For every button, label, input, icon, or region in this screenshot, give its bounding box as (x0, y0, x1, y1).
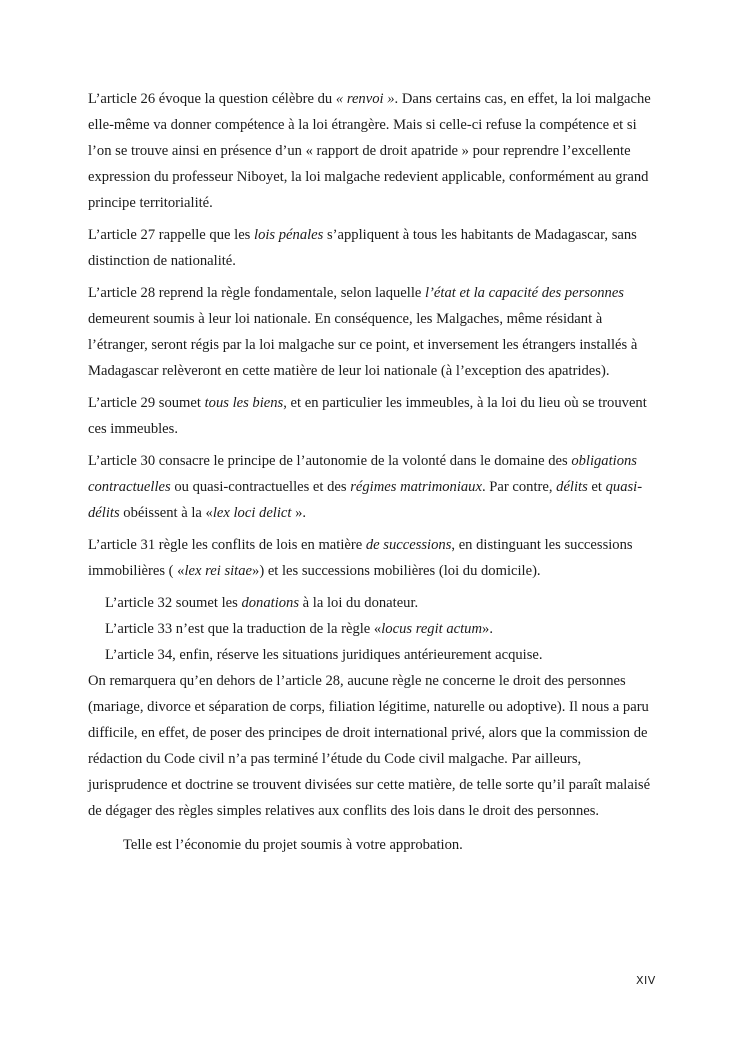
italic-term: obligations contractuelles (88, 453, 637, 495)
italic-term: « renvoi » (335, 91, 395, 107)
text-run: L’article 33 n’est que la traduction de la règle « (105, 621, 382, 637)
text-run: L’article 31 règle les conflits de lois en matière (88, 537, 366, 553)
text-run: L’article 32 soumet les (105, 595, 242, 611)
italic-term: donations (241, 595, 300, 611)
italic-term: de successions (365, 537, 452, 553)
text-run: demeurent soumis à leur loi nationale. En conséquence, les Malgaches, même résidant à l’étranger, seront régis par la loi malgache sur ce point, et inversement les étrangers installés à Madagascar relèveront en cette matière de leur loi nationale (à l’exception des apatrides). (88, 311, 638, 379)
text-run: Telle est l’économie du projet soumis à votre approbation. (123, 837, 463, 853)
italic-term: l’état et la capacité des personnes (425, 285, 624, 301)
italic-term: tous les biens (204, 395, 284, 411)
text-run: . Par contre, (481, 479, 557, 495)
document-body (88, 86, 658, 864)
page-number: XIV (636, 974, 656, 987)
text-run: ». (482, 621, 493, 637)
paragraph-remarks (88, 668, 658, 824)
paragraph-article-32 (88, 590, 658, 616)
italic-term: quasi-délits (88, 479, 643, 521)
text-run: ») et les successions mobilières (loi du domicile). (252, 563, 541, 579)
paragraph-article-34 (88, 642, 658, 668)
text-run: L’article 27 rappelle que les (88, 227, 255, 243)
paragraph-article-33 (88, 616, 658, 642)
paragraph-conclusion (88, 832, 658, 858)
text-run: s’appliquent à tous les habitants de Madagascar, sans distinction de nationalité. (88, 227, 637, 269)
italic-term: lois pénales (254, 227, 324, 243)
text-run: , en distinguant les successions immobilières ( « (88, 537, 633, 579)
italic-term: lex loci delict (212, 505, 292, 521)
paragraph-article-30 (88, 448, 658, 526)
text-run: et (587, 479, 606, 495)
text-run: On remarquera qu’en dehors de l’article 28, aucune règle ne concerne le droit des personnes (mariage, divorce et séparation de corps, filiation légitime, naturelle ou adoptive). Il nous a paru difficile, en effet, de poser des principes de droit international privé, alors que la commission de rédaction du Code civil n’a pas terminé l’étude du Code civil malgache. Par ailleurs, jurisprudence et doctrine se trouvent divisées sur cette matière, de telle sorte qu’il paraît malaisé de dégager des règles simples relatives aux conflits des lois dans le droit des personnes. (88, 673, 651, 819)
italic-term: délits (556, 479, 588, 495)
text-run: L’article 29 soumet (88, 395, 205, 411)
text-run: L’article 26 évoque la question célèbre du (88, 91, 336, 107)
text-run: à la loi du donateur. (299, 595, 419, 611)
text-run: ». (291, 505, 307, 521)
text-run: L’article 28 reprend la règle fondamentale, selon laquelle (88, 285, 425, 301)
text-run: . Dans certains cas, en effet, la loi malgache elle-même va donner compétence à la loi étrangère. Mais si celle-ci refuse la compétence et si l’on se trouve ainsi en présence d’un « rapport de droit apatride » pour reprendre l’excellente expression du professeur Niboyet, la loi malgache redevient applicable, conformément au grand principe territorialité. (88, 91, 651, 211)
paragraph-article-27 (88, 222, 658, 274)
paragraph-article-29 (88, 390, 658, 442)
text-run: ou quasi-contractuelles et des (170, 479, 351, 495)
italic-term: régimes matrimoniaux (350, 479, 482, 495)
paragraph-article-28 (88, 280, 658, 384)
text-run: L’article 30 consacre le principe de l’autonomie de la volonté dans le domaine des (88, 453, 572, 469)
text-run: , et en particulier les immeubles, à la loi du lieu où se trouvent ces immeubles. (88, 395, 647, 437)
paragraph-article-26 (88, 86, 658, 216)
text-run: L’article 34, enfin, réserve les situations juridiques antérieurement acquise. (105, 647, 543, 663)
paragraph-article-31 (88, 532, 658, 584)
italic-term: locus regit actum (381, 621, 483, 637)
text-run: obéissent à la « (119, 505, 213, 521)
italic-term: lex rei sitae (184, 563, 253, 579)
